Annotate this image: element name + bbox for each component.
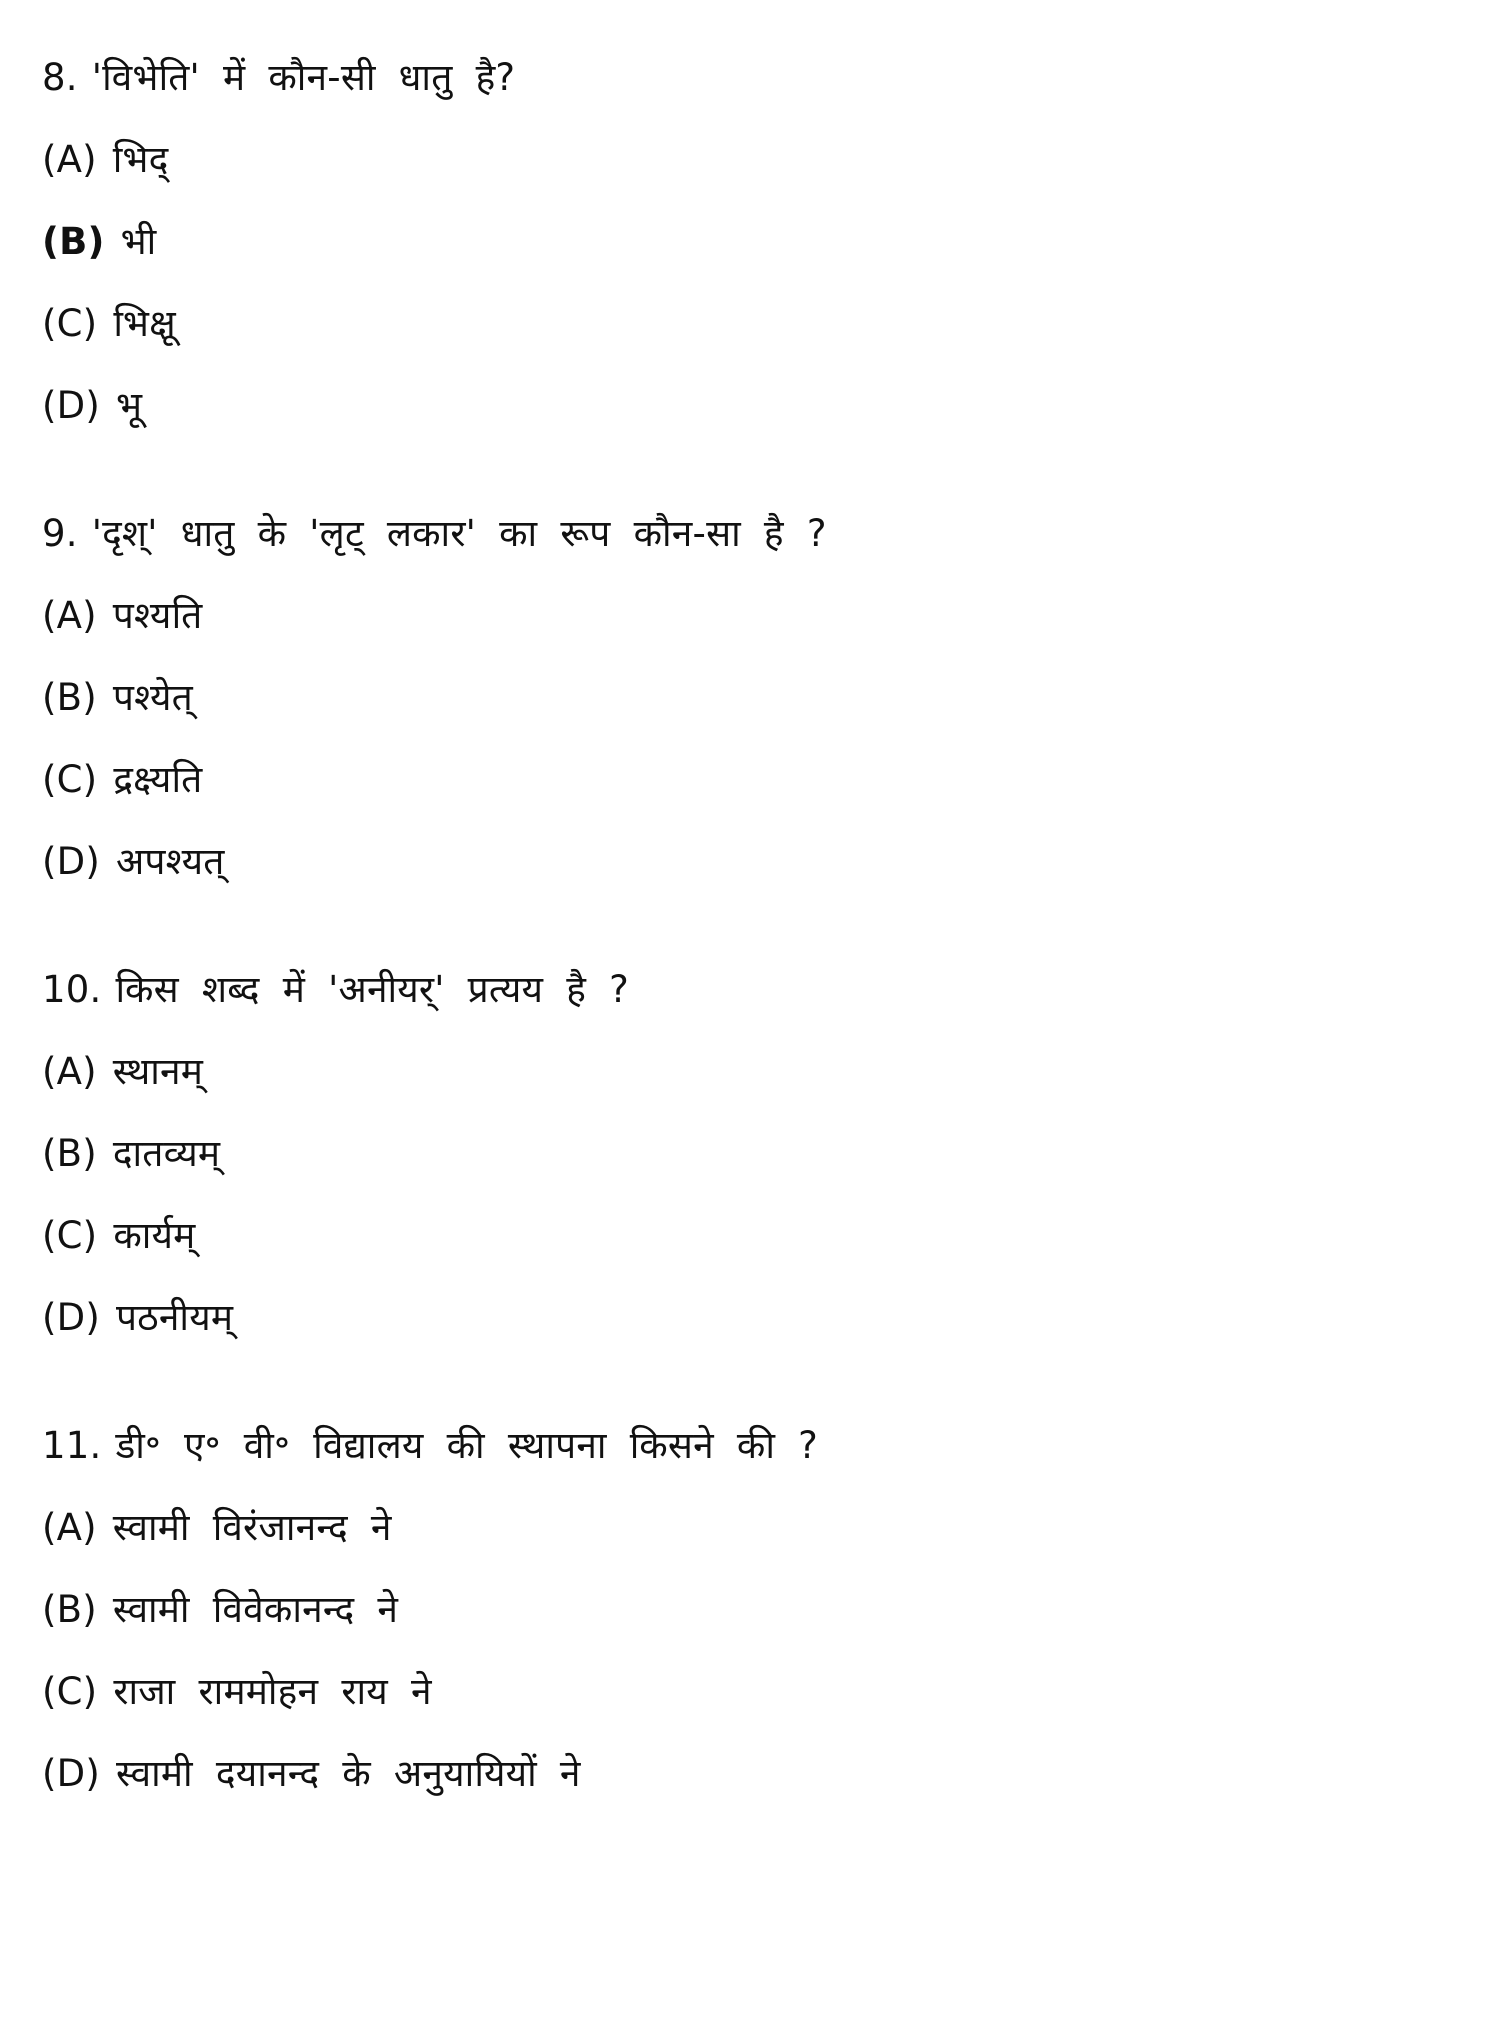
- question-9-text: 'दृश्' धातु के 'लृट् लकार' का रूप कौन-सा है ?: [91, 512, 827, 555]
- question-11-option-b-label: (B): [42, 1588, 97, 1631]
- question-11-option-c: [42, 1664, 1475, 1720]
- question-8-option-b-text: भी: [120, 220, 157, 263]
- question-11-option-b: [42, 1582, 1475, 1638]
- question-9-option-d: [42, 834, 1475, 890]
- question-9-option-b-label: (B): [42, 676, 97, 719]
- question-8-option-d: [42, 378, 1475, 434]
- question-10-option-a: [42, 1044, 1475, 1100]
- question-10-option-b: [42, 1126, 1475, 1182]
- question-11-block: [42, 1418, 1475, 1802]
- question-8-option-d-text: भू: [115, 384, 143, 427]
- question-8-option-b: [42, 214, 1475, 270]
- question-11: [42, 1418, 1475, 1474]
- question-8-option-c-text: भिक्षू: [113, 302, 176, 345]
- question-10-option-c-text: कार्यम्: [113, 1214, 196, 1257]
- question-8-option-b-label: (B): [42, 220, 105, 263]
- question-9-option-c-label: (C): [42, 758, 98, 801]
- question-10-option-c-label: (C): [42, 1214, 98, 1257]
- question-9-option-b: [42, 670, 1475, 726]
- question-10-option-a-label: (A): [42, 1050, 97, 1093]
- question-9-number: 9.: [42, 512, 78, 555]
- question-9-option-a-text: पश्यति: [112, 594, 203, 637]
- question-11-number: 11.: [42, 1424, 102, 1467]
- question-11-text: डी॰ ए॰ वी॰ विद्यालय की स्थापना किसने की ?: [115, 1424, 819, 1467]
- question-10: [42, 962, 1475, 1018]
- question-11-option-d: [42, 1746, 1475, 1802]
- question-11-option-a: [42, 1500, 1475, 1556]
- question-10-option-d: [42, 1290, 1475, 1346]
- question-8-option-a-label: (A): [42, 138, 97, 181]
- question-9-option-d-label: (D): [42, 840, 100, 883]
- question-9-option-a-label: (A): [42, 594, 97, 637]
- question-8-option-a-text: भिद्: [112, 138, 169, 181]
- question-9-option-a: [42, 588, 1475, 644]
- question-8-option-a: [42, 132, 1475, 188]
- question-10-option-d-label: (D): [42, 1296, 100, 1339]
- question-11-option-d-text: स्वामी दयानन्द के अनुयायियों ने: [115, 1752, 581, 1795]
- question-11-option-d-label: (D): [42, 1752, 100, 1795]
- question-10-option-b-label: (B): [42, 1132, 97, 1175]
- question-8-text: 'विभेति' में कौन-सी धातु है?: [91, 56, 516, 99]
- question-10-option-d-text: पठनीयम्: [115, 1296, 234, 1339]
- question-8: [42, 50, 1475, 106]
- question-9-option-d-text: अपश्यत्: [115, 840, 225, 883]
- question-9-block: [42, 506, 1475, 890]
- question-11-option-c-label: (C): [42, 1670, 98, 1713]
- question-11-option-b-text: स्वामी विवेकानन्द ने: [112, 1588, 399, 1631]
- question-10-text: किस शब्द में 'अनीयर्' प्रत्यय है ?: [115, 968, 629, 1011]
- question-10-option-c: [42, 1208, 1475, 1264]
- question-8-block: [42, 50, 1475, 434]
- question-8-option-c-label: (C): [42, 302, 98, 345]
- question-10-block: [42, 962, 1475, 1346]
- question-11-option-c-text: राजा राममोहन राय ने: [113, 1670, 432, 1713]
- question-9: [42, 506, 1475, 562]
- question-9-option-b-text: पश्येत्: [112, 676, 193, 719]
- question-11-option-a-text: स्वामी विरंजानन्द ने: [112, 1506, 392, 1549]
- question-8-option-d-label: (D): [42, 384, 100, 427]
- question-9-option-c-text: द्रक्ष्यति: [113, 758, 203, 801]
- question-10-option-a-text: स्थानम्: [112, 1050, 204, 1093]
- question-8-option-c: [42, 296, 1475, 352]
- question-9-option-c: [42, 752, 1475, 808]
- question-10-number: 10.: [42, 968, 102, 1011]
- question-8-number: 8.: [42, 56, 78, 99]
- question-11-option-a-label: (A): [42, 1506, 97, 1549]
- question-10-option-b-text: दातव्यम्: [112, 1132, 221, 1175]
